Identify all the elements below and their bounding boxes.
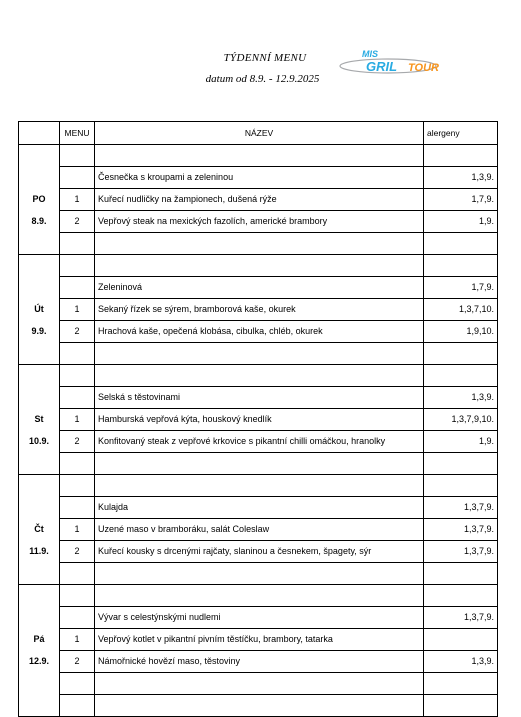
empty-cell [424,695,498,717]
empty-cell [60,585,95,607]
table-row [19,541,498,563]
empty-cell [95,365,424,387]
empty-cell [95,475,424,497]
dish-name: Kuřecí kousky s drcenými rajčaty, slaninou a česnekem, špagety, sýr [95,541,424,563]
allergens: 1,9,10. [424,321,498,343]
spacer-row [19,233,498,255]
menu-number: 1 [60,629,95,651]
menu-number [60,607,95,629]
menu-number [60,497,95,519]
empty-cell [60,475,95,497]
spacer-row [19,475,498,497]
empty-cell [95,673,424,695]
spacer-row [19,695,498,717]
allergens: 1,3,9. [424,651,498,673]
day-date: 8.9. [19,211,60,233]
empty-cell [60,233,95,255]
spacer-row [19,343,498,365]
days-body [19,145,498,717]
day-cell [19,695,60,717]
menu-title: TÝDENNÍ MENU [223,52,307,64]
spacer-row [19,453,498,475]
day-cell [19,607,60,629]
empty-cell [60,343,95,365]
menu-number: 2 [60,651,95,673]
table-header-row [19,122,498,145]
dish-name: Hrachová kaše, opečená klobása, cibulka, chléb, okurek [95,321,424,343]
day-name: Út [19,299,60,321]
spacer-row [19,145,498,167]
empty-cell [60,365,95,387]
empty-cell [424,673,498,695]
empty-cell [424,475,498,497]
table-row [19,277,498,299]
day-date: 9.9. [19,321,60,343]
menu-number [60,277,95,299]
day-cell [19,497,60,519]
dish-name: Vepřový kotlet v pikantní pivním těstíčku, brambory, tatarka [95,629,424,651]
table-row [19,189,498,211]
table-row [19,519,498,541]
day-cell [19,233,60,255]
day-cell [19,673,60,695]
day-cell [19,277,60,299]
menu-number: 1 [60,299,95,321]
allergens: 1,3,7,10. [424,299,498,321]
day-name: St [19,409,60,431]
dish-name: Zeleninová [95,277,424,299]
day-date: 11.9. [19,541,60,563]
spacer-row [19,673,498,695]
day-cell [19,365,60,387]
table-row [19,607,498,629]
allergens: 1,3,7,9. [424,607,498,629]
dish-name: Konfitovaný steak z vepřové krkovice s pikantní chilli omáčkou, hranolky [95,431,424,453]
table-row [19,431,498,453]
weekly-menu-table [18,121,498,717]
day-cell [19,453,60,475]
table-row [19,299,498,321]
allergens: 1,9. [424,211,498,233]
header-menu: MENU [60,122,95,145]
menu-number: 1 [60,519,95,541]
table-row [19,409,498,431]
table-row [19,321,498,343]
mis-gril-tour-logo [336,44,466,76]
empty-cell [60,255,95,277]
dish-name: Uzené maso v bramboráku, salát Coleslaw [95,519,424,541]
menu-number: 2 [60,321,95,343]
empty-cell [424,563,498,585]
menu-number: 2 [60,541,95,563]
day-cell [19,475,60,497]
allergens: 1,7,9. [424,189,498,211]
header-day-cell [19,122,60,145]
table-row [19,651,498,673]
day-cell [19,585,60,607]
allergens: 1,3,7,9,10. [424,409,498,431]
day-cell [19,343,60,365]
logo-tour-text: TOUR [408,62,439,74]
spacer-row [19,365,498,387]
spacer-row [19,563,498,585]
dish-name: Vývar s celestýnskými nudlemi [95,607,424,629]
menu-date-range: datum od 8.9. - 12.9.2025 [205,73,320,85]
empty-cell [60,673,95,695]
day-cell [19,387,60,409]
empty-cell [424,255,498,277]
menu-number: 1 [60,409,95,431]
day-cell [19,167,60,189]
dish-name: Námořnické hovězí maso, těstoviny [95,651,424,673]
empty-cell [95,145,424,167]
allergens: 1,3,7,9. [424,519,498,541]
empty-cell [60,145,95,167]
table-row [19,387,498,409]
spacer-row [19,585,498,607]
header-name: NÁZEV [95,122,424,145]
dish-name: Kuřecí nudličky na žampionech, dušená rýže [95,189,424,211]
empty-cell [60,563,95,585]
logo-mis-text: MIS [362,49,379,59]
day-cell [19,255,60,277]
table-row [19,629,498,651]
menu-number: 1 [60,189,95,211]
allergens: 1,3,7,9. [424,541,498,563]
allergens: 1,3,9. [424,167,498,189]
allergens: 1,3,9. [424,387,498,409]
table-row [19,167,498,189]
header-allergens: alergeny [424,122,498,145]
empty-cell [95,453,424,475]
day-name: Pá [19,629,60,651]
empty-cell [60,453,95,475]
empty-cell [424,233,498,255]
logo-gril-text: GRIL [366,59,398,74]
day-date: 10.9. [19,431,60,453]
allergens: 1,3,7,9. [424,497,498,519]
empty-cell [424,343,498,365]
menu-number: 2 [60,431,95,453]
empty-cell [95,563,424,585]
empty-cell [60,695,95,717]
day-cell [19,145,60,167]
day-date: 12.9. [19,651,60,673]
dish-name: Vepřový steak na mexických fazolích, americké brambory [95,211,424,233]
allergens: 1,9. [424,431,498,453]
empty-cell [424,365,498,387]
day-name: PO [19,189,60,211]
table-row [19,497,498,519]
menu-number: 2 [60,211,95,233]
dish-name: Hamburská vepřová kýta, houskový knedlík [95,409,424,431]
dish-name: Sekaný řízek se sýrem, bramborová kaše, okurek [95,299,424,321]
dish-name: Kulajda [95,497,424,519]
day-cell [19,563,60,585]
dish-name: Selská s těstovinami [95,387,424,409]
empty-cell [95,233,424,255]
spacer-row [19,255,498,277]
empty-cell [95,695,424,717]
menu-number [60,167,95,189]
empty-cell [424,453,498,475]
dish-name: Česnečka s kroupami a zeleninou [95,167,424,189]
day-name: Čt [19,519,60,541]
empty-cell [95,585,424,607]
empty-cell [424,585,498,607]
empty-cell [95,343,424,365]
allergens: 1,7,9. [424,277,498,299]
table-row [19,211,498,233]
allergens [424,629,498,651]
menu-number [60,387,95,409]
empty-cell [95,255,424,277]
empty-cell [424,145,498,167]
